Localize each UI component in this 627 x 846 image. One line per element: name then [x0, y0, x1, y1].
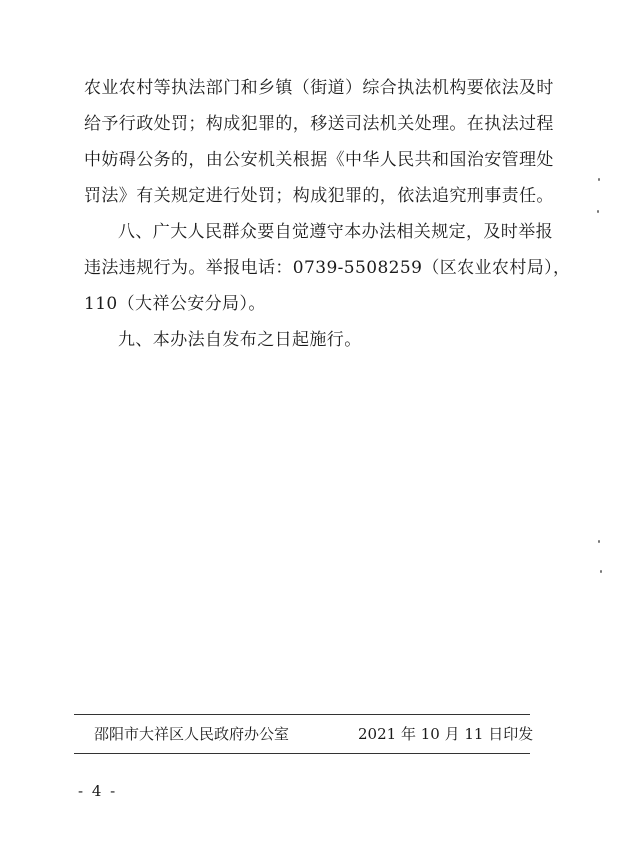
- issue-date: 2021 年 10 月 11 日印发: [358, 725, 534, 743]
- scan-speck: [597, 210, 599, 213]
- paragraph-eight-line: 八、广大人民群众要自觉遵守本办法相关规定，及时举报: [118, 222, 553, 242]
- body-text: [84, 70, 571, 358]
- footer-top-rule: [74, 714, 530, 715]
- text-line: 给予行政处罚；构成犯罪的，移送司法机关处理。在执法过程: [84, 114, 554, 134]
- paragraph-nine-line: 九、本办法自发布之日起施行。: [118, 330, 362, 350]
- text-line: 110（大祥公安分局）。: [84, 294, 266, 314]
- scan-speck: [600, 570, 602, 573]
- page-number: - 4 -: [78, 782, 118, 800]
- footer-bottom-rule: [74, 753, 530, 754]
- text-line: 罚法》有关规定进行处罚；构成犯罪的，依法追究刑事责任。: [84, 186, 554, 206]
- scan-speck: [598, 178, 600, 181]
- text-line: 中妨碍公务的，由公安机关根据《中华人民共和国治安管理处: [84, 150, 554, 170]
- scan-speck: [598, 540, 600, 543]
- text-line: 农业农村等执法部门和乡镇（街道）综合执法机构要依法及时: [84, 78, 554, 98]
- issuer-name: 邵阳市大祥区人民政府办公室: [94, 725, 290, 743]
- text-line: 违法违规行为。举报电话：0739-5508259（区农业农村局），: [84, 258, 571, 278]
